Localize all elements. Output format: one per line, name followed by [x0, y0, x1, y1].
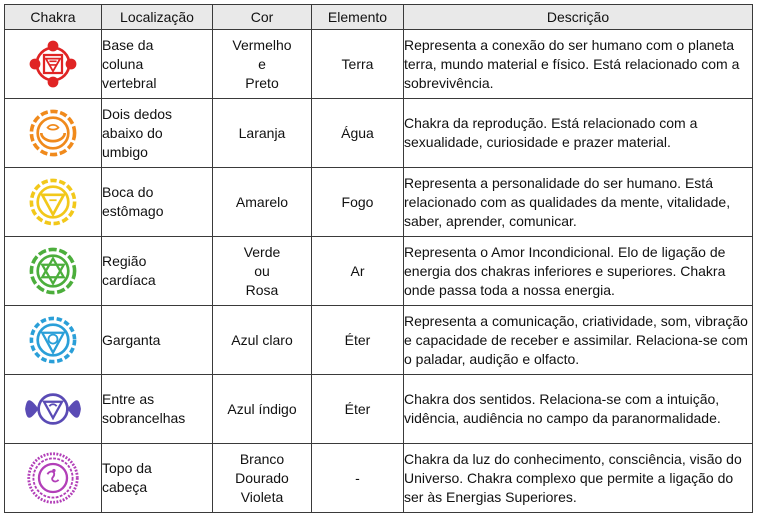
elemento-cell: Terra: [312, 30, 404, 99]
chakra-cell: [5, 237, 102, 306]
cor-cell: Vermelho e Preto: [213, 30, 312, 99]
localizacao-cell: Entre as sobrancelhas: [102, 375, 213, 444]
chakra-cell: [5, 306, 102, 375]
solar-plexus-chakra-icon: [26, 175, 80, 229]
elemento-cell: Éter: [312, 306, 404, 375]
header-cor: Cor: [213, 5, 312, 30]
table-row: [5, 168, 753, 237]
cor-cell: Verde ou Rosa: [213, 237, 312, 306]
chakra-cell: [5, 99, 102, 168]
table-row: [5, 444, 753, 513]
localizacao-cell: Base da coluna vertebral: [102, 30, 213, 99]
header-descricao: Descrição: [404, 5, 753, 30]
cor-cell: Azul índigo: [213, 375, 312, 444]
localizacao-cell: Garganta: [102, 306, 213, 375]
crown-chakra-icon: [25, 450, 81, 506]
descricao-cell: Representa a personalidade do ser humano. Está relacionado com as qualidades da mente, vitalidade, saber, aprender, comunicar.: [404, 168, 753, 237]
chakra-cell: [5, 375, 102, 444]
localizacao-cell: Dois dedos abaixo do umbigo: [102, 99, 213, 168]
chakra-cell: [5, 30, 102, 99]
sacral-chakra-icon: [26, 106, 80, 160]
elemento-cell: -: [312, 444, 404, 513]
cor-cell: Amarelo: [213, 168, 312, 237]
elemento-cell: Éter: [312, 375, 404, 444]
header-chakra: Chakra: [5, 5, 102, 30]
localizacao-cell: Região cardíaca: [102, 237, 213, 306]
descricao-cell: Representa a comunicação, criatividade, som, vibração e capacidade de receber e assimilar. Relaciona-se com o paladar, audição e olfacto.: [404, 306, 753, 375]
cor-cell: Branco Dourado Violeta: [213, 444, 312, 513]
chakra-cell: [5, 168, 102, 237]
chakra-cell: [5, 444, 102, 513]
header-localizacao: Localização: [102, 5, 213, 30]
elemento-cell: Fogo: [312, 168, 404, 237]
table-row: [5, 375, 753, 444]
chakra-table: [4, 4, 753, 513]
elemento-cell: Ar: [312, 237, 404, 306]
cor-cell: Azul claro: [213, 306, 312, 375]
descricao-cell: Representa o Amor Incondicional. Elo de ligação de energia dos chakras inferiores e superiores. Chakra onde passa toda a nossa energia.: [404, 237, 753, 306]
cor-cell: Laranja: [213, 99, 312, 168]
table-row: [5, 306, 753, 375]
heart-chakra-icon: [26, 244, 80, 298]
descricao-cell: Chakra da reprodução. Está relacionado com a sexualidade, curiosidade e prazer material.: [404, 99, 753, 168]
descricao-cell: Representa a conexão do ser humano com o planeta terra, mundo material e físico. Está relacionado com a sobrevivência.: [404, 30, 753, 99]
descricao-cell: Chakra da luz do conhecimento, consciência, visão do Universo. Chakra complexo que permite a ligação do ser às Energias Superiores.: [404, 444, 753, 513]
descricao-cell: Chakra dos sentidos. Relaciona-se com a intuição, vidência, audiência no campo da paranormalidade.: [404, 375, 753, 444]
localizacao-cell: Topo da cabeça: [102, 444, 213, 513]
third-eye-chakra-icon: [23, 382, 83, 436]
elemento-cell: Água: [312, 99, 404, 168]
table-row: [5, 99, 753, 168]
table-row: [5, 237, 753, 306]
header-row: [5, 5, 753, 30]
header-elemento: Elemento: [312, 5, 404, 30]
localizacao-cell: Boca do estômago: [102, 168, 213, 237]
throat-chakra-icon: [26, 313, 80, 367]
root-chakra-icon: [26, 37, 80, 91]
table-row: [5, 30, 753, 99]
